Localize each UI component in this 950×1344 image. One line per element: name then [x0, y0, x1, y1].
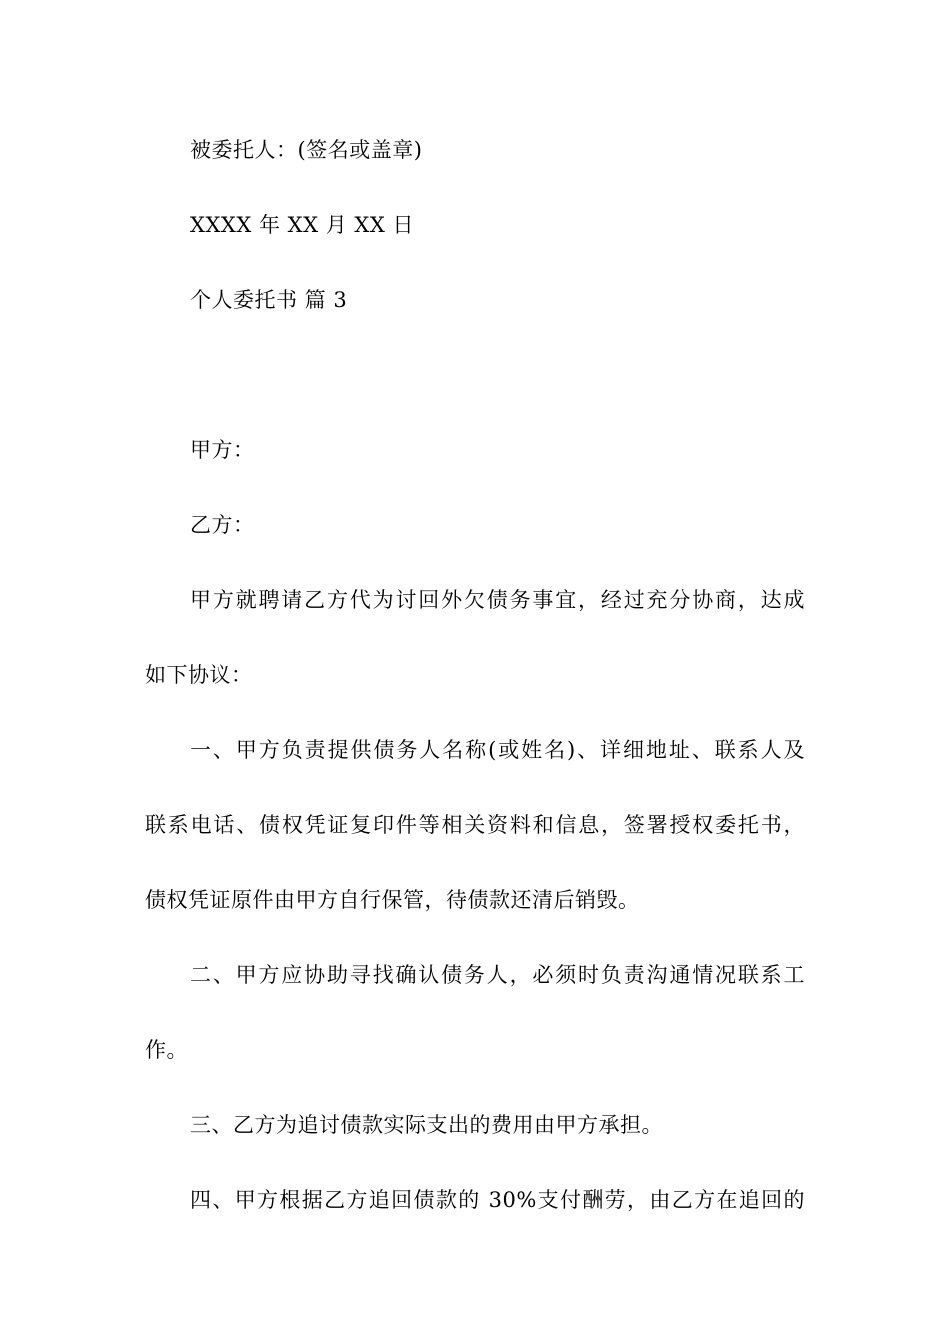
clause-2-line-2: 作。	[145, 1038, 188, 1062]
party-a-line: 甲方：	[190, 438, 255, 462]
clause-3-line-1: 三、乙方为追讨债款实际支出的费用由甲方承担。	[190, 1113, 663, 1137]
clause-1-line-2: 联系电话、债权凭证复印件等相关资料和信息，签署授权委托书，	[145, 813, 805, 837]
clause-1-line-1: 一、甲方负责提供债务人名称(或姓名)、详细地址、联系人及	[190, 738, 805, 762]
clause-2-line-1: 二、甲方应协助寻找确认债务人，必须时负责沟通情况联系工	[190, 963, 805, 987]
clause-4-line-1: 四、甲方根据乙方追回债款的 30%支付酬劳，由乙方在追回的	[190, 1188, 805, 1212]
clause-1-line-3: 债权凭证原件由甲方自行保管，待债款还清后销毁。	[145, 888, 640, 912]
paragraph-intro-line-1: 甲方就聘请乙方代为讨回外欠债务事宜，经过充分协商，达成	[190, 588, 805, 612]
trustee-signature-line: 被委托人：(签名或盖章)	[190, 138, 423, 162]
paragraph-intro-line-2: 如下协议：	[145, 663, 253, 687]
party-b-line: 乙方：	[190, 513, 255, 537]
date-line: XXXX 年 XX 月 XX 日	[190, 213, 414, 237]
section-title: 个人委托书 篇 3	[190, 288, 348, 312]
